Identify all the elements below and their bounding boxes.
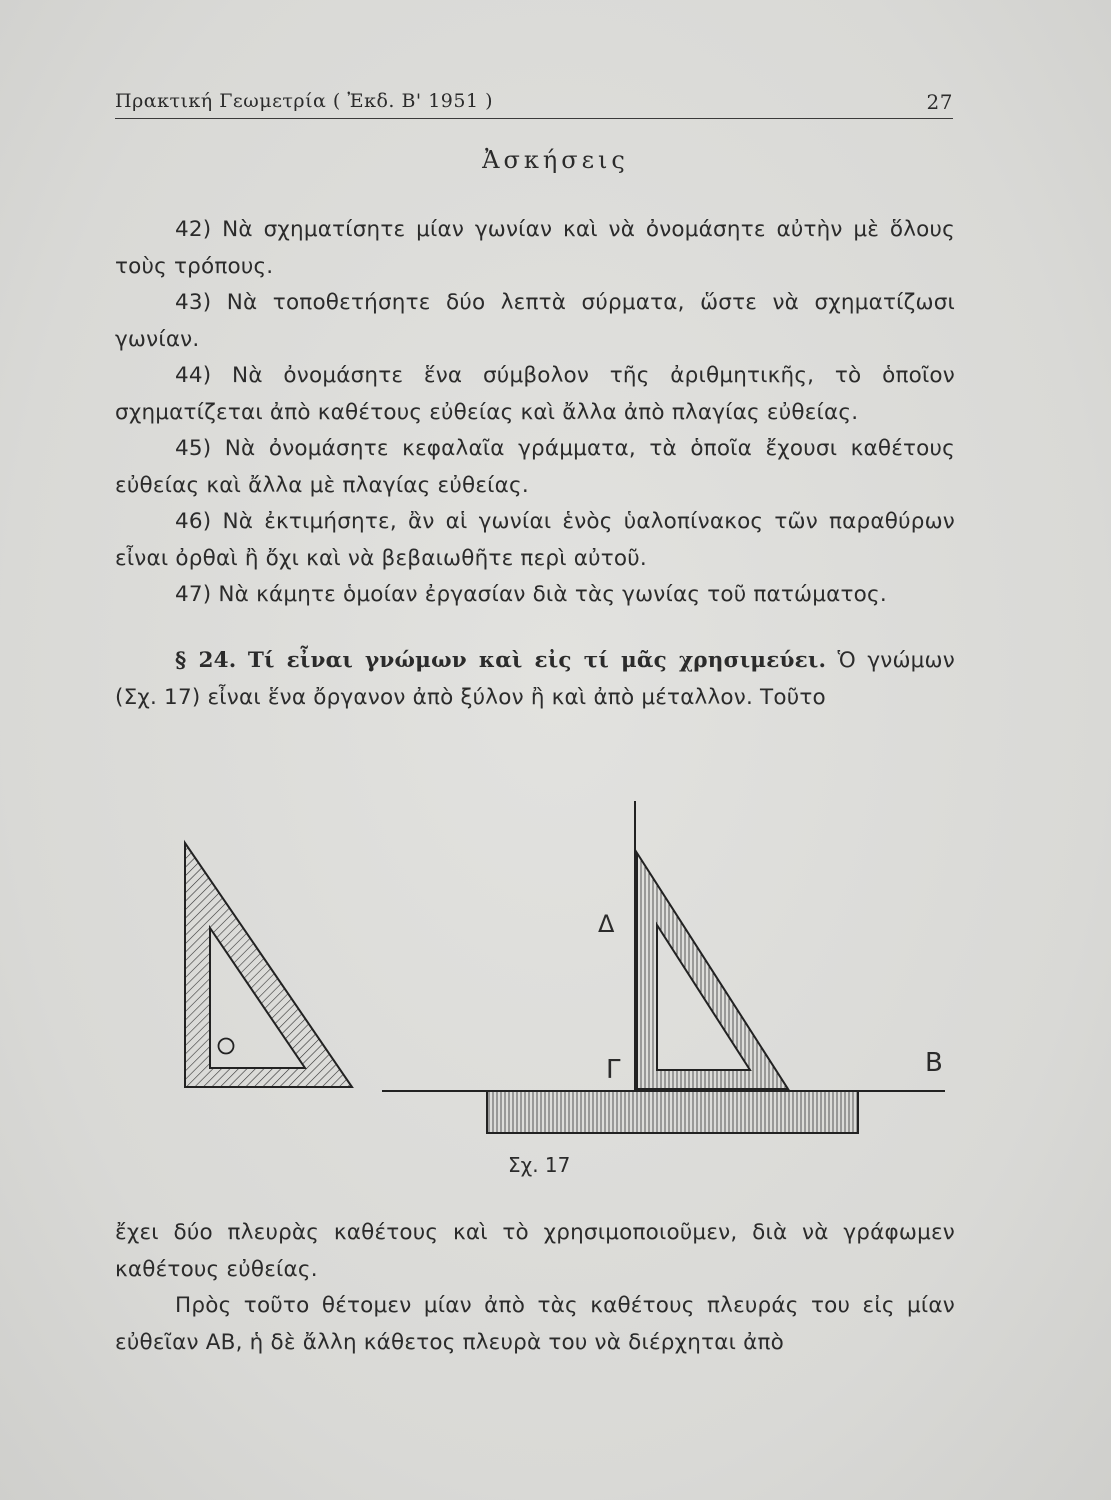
next-paragraph: Πρὸς τοῦτο θέτομεν μίαν ἀπὸ τὰς καθέτους πλευράς του εἰς μίαν εὐθεῖαν ΑΒ, ἡ δὲ ἄλλη κάθετος πλευρὰ του νὰ διέρχηται ἀπὸ — [115, 1293, 955, 1355]
label-gamma: Γ — [606, 1055, 621, 1085]
right-set-square — [637, 853, 788, 1089]
exercise-47: 47) Νὰ κάμητε ὁμοίαν ἐργασίαν διὰ τὰς γωνίας τοῦ πατώματος. — [175, 582, 887, 607]
exercises-heading: Ἀσκήσεις — [482, 146, 629, 174]
exercise-42: 42) Νὰ σχηματίσητε μίαν γωνίαν καὶ νὰ ὀνομάσητε αὐτὴν μὲ ὅλους τοὺς τρόπους. — [115, 217, 955, 279]
exercise-44: 44) Νὰ ὀνομάσητε ἕνα σύμβολον τῆς ἀριθμητικῆς, τὸ ὁποῖον σχηματίζεται ἀπὸ καθέτους εὐθείας καὶ ἄλλα ἀπὸ πλαγίας εὐθείας. — [115, 363, 955, 425]
ruler — [487, 1091, 858, 1133]
exercise-43: 43) Νὰ τοποθετήσητε δύο λεπτὰ σύρματα, ὥστε νὰ σχηματίζωσι γωνίαν. — [115, 290, 955, 352]
continuation-paragraph: ἔχει δύο πλευρὰς καθέτους καὶ τὸ χρησιμοποιοῦμεν, διὰ νὰ γράφωμεν καθέτους εὐθείας. — [115, 1220, 955, 1282]
exercise-46: 46) Νὰ ἐκτιμήσητε, ἂν αἱ γωνίαι ἑνὸς ὑαλοπίνακος τῶν παραθύρων εἶναι ὀρθαὶ ἢ ὄχι καὶ νὰ βεβαιωθῆτε περὶ αὐτοῦ. — [115, 509, 955, 571]
label-delta: Δ — [598, 910, 615, 938]
continuation-text — [115, 1215, 955, 1361]
page-number: 27 — [926, 90, 953, 114]
left-set-square — [185, 843, 352, 1087]
section-title: Τί εἶναι γνώμων καὶ εἰς τί μᾶς χρησιμεύει. — [247, 648, 827, 673]
label-b: Β — [925, 1048, 943, 1078]
section-number: § 24. — [175, 648, 237, 673]
hole-icon — [219, 1039, 234, 1054]
figure-caption: Σχ. 17 — [508, 1153, 571, 1177]
running-title: Πρακτική Γεωμετρία ( Ἐκδ. Β' 1951 ) — [115, 90, 493, 112]
exercise-45: 45) Νὰ ὀνομάσητε κεφαλαῖα γράμματα, τὰ ὁποῖα ἔχουσι καθέτους εὐθείας καὶ ἄλλα μὲ πλαγίας εὐθείας. — [115, 436, 955, 498]
section-body: Ὁ γνώμων (Σχ. 17) εἶναι ἕνα ὄργανον ἀπὸ ξύλον ἢ καὶ ἀπὸ μέταλλον. Τοῦτο — [115, 648, 955, 710]
